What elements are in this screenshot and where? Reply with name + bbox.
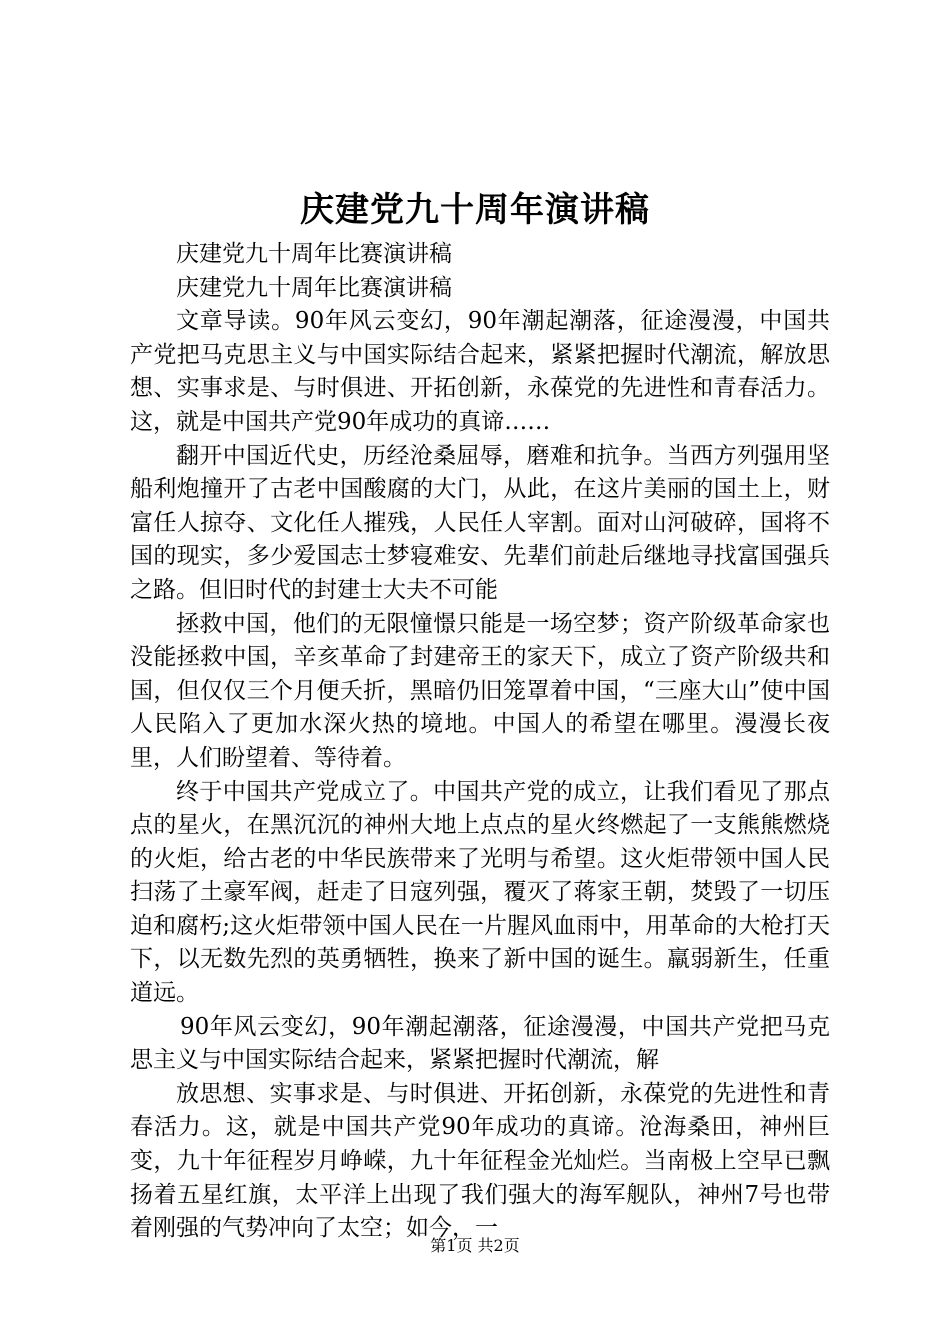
paragraph-history: 翻开中国近代史，历经沧桑屈辱，磨难和抗争。当西方列强用坚船利炮撞开了古老中国酸腐的大门，从此，在这片美丽的国土上，财富任人掠夺、文化任人摧残，人民任人宰割。面对山河破碎，国将不国的现实，多少爱国志士梦寝难安、先辈们前赴后继地寻找富国强兵之路。但旧时代的封建士大夫不可能 — [130, 442, 830, 603]
subtitle-line-1: 庆建党九十周年比赛演讲稿 — [176, 241, 452, 267]
paragraph-achievements: 放思想、实事求是、与时俱进、开拓创新，永葆党的先进性和青春活力。这，就是中国共产党90年成功的真谛。沧海桑田，神州巨变，九十年征程岁月峥嵘，九十年征程金光灿烂。当南极上空早已飘扬着五星红旗，太平洋上出现了我们强大的海军舰队，神州7号也带着刚强的气势冲向了太空；如今，一 — [130, 1080, 830, 1242]
page-title: 庆建党九十周年演讲稿 — [300, 190, 650, 230]
paragraph-rescue: 拯救中国，他们的无限憧憬只能是一场空梦；资产阶级革命家也没能拯救中国，辛亥革命了封建帝王的家天下，成立了资产阶级共和国，但仅仅三个月便夭折，黑暗仍旧笼罩着中国，“三座大山”使中国人民陷入了更加水深火热的境地。中国人的希望在哪里。漫漫长夜里，人们盼望着、等待着。 — [130, 610, 830, 771]
paragraph-intro: 文章导读。90年风云变幻，90年潮起潮落，征途漫漫，中国共产党把马克思主义与中国实际结合起来，紧紧把握时代潮流，解放思想、实事求是、与时俱进、开拓创新，永葆党的先进性和青春活力。这，就是中国共产党90年成功的真谛…… — [130, 308, 830, 435]
article-body — [130, 238, 830, 1246]
paragraph-ninety-years: 90年风云变幻，90年潮起潮落，征途漫漫，中国共产党把马克思主义与中国实际结合起来，紧紧把握时代潮流，解 — [130, 1013, 830, 1074]
paragraph-founding: 终于中国共产党成立了。中国共产党的成立，让我们看见了那点点的星火，在黑沉沉的神州大地上点点的星火终燃起了一支熊熊燃烧的火炬，给古老的中华民族带来了光明与希望。这火炬带领中国人民扫荡了土豪军阀，赶走了日寇列强，覆灭了蒋家王朝，焚毁了一切压迫和腐朽;这火炬带领中国人民在一片腥风血雨中，用革命的大枪打天下，以无数先烈的英勇牺牲，换来了新中国的诞生。羸弱新生，任重道远。 — [130, 778, 830, 1007]
page-footer: 第1页 共2页 — [430, 1236, 520, 1255]
subtitle-line-2: 庆建党九十周年比赛演讲稿 — [176, 274, 452, 301]
